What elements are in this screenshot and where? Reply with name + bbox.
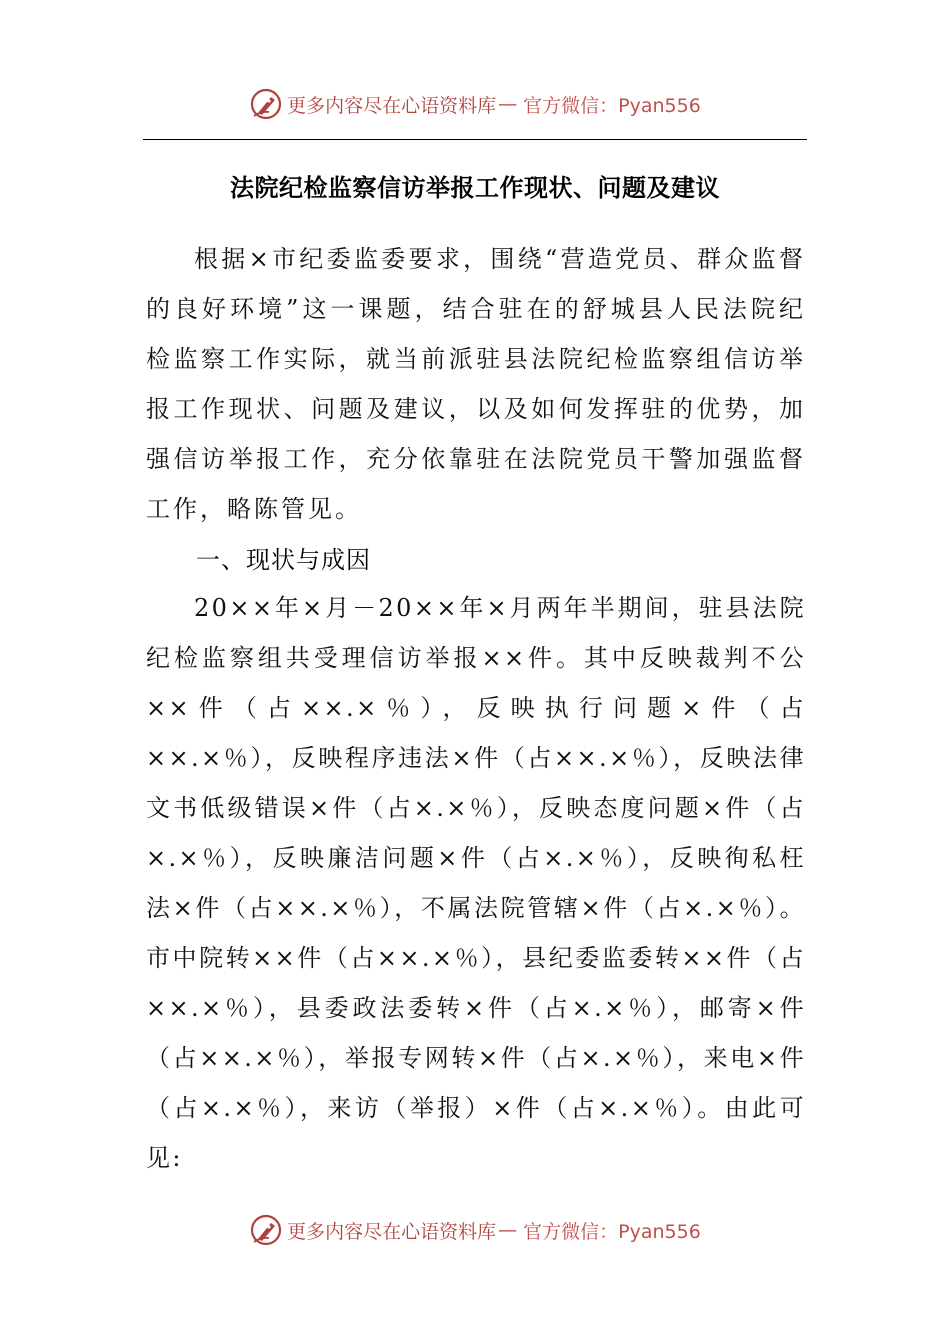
banner-wechat: 官方微信：Pyan556 — [523, 94, 701, 117]
pen-nib-logo-icon — [249, 1213, 283, 1247]
banner-text: 更多内容尽在心语资料库 — [287, 94, 497, 117]
banner-text: 更多内容尽在心语资料库 — [287, 1220, 497, 1243]
document-title: 法院纪检监察信访举报工作现状、问题及建议 — [230, 173, 720, 202]
intro-paragraph: 根据×市纪委监委要求，围绕“营造党员、群众监督的良好环境”这一课题，结合驻在的舒城县人民法院纪检监察工作实际，就当前派驻县法院纪检监察组信访举报工作现状、问题及建议，以及如何发挥驻的优势，加强信访举报工作，充分依靠驻在法院党员干警加强监督工作，略陈管见。 — [146, 245, 806, 523]
banner-separator: — — [498, 1219, 518, 1241]
pen-nib-logo-icon — [249, 87, 283, 121]
header-banner — [0, 86, 950, 122]
banner-wechat: 官方微信：Pyan556 — [523, 1220, 701, 1243]
banner-separator: — — [498, 93, 518, 115]
header-rule — [143, 139, 807, 140]
section-paragraph: 20××年×月－20××年×月两年半期间，驻县法院纪检监察组共受理信访举报××件。其中反映裁判不公××件（占××.×％），反映执行问题×件（占××.×％），反映程序违法×件（占××.×％），反映法律文书低级错误×件（占×.×％），反映态度问题×件（占×.×％），反映廉洁问题×件（占×.×％），反映徇私枉法×件（占××.×％），不属法院管辖×件（占×.×％）。市中院转××件（占××.×％），县纪委监委转××件（占××.×％），县委政法委转×件（占×.×％），邮寄×件（占××.×％），举报专网转×件（占×.×％），来电×件（占×.×％），来访（举报）×件（占×.×％）。由此可见: — [146, 594, 806, 1172]
footer-banner — [0, 1212, 950, 1248]
section-heading: 一、现状与成因 — [196, 546, 371, 574]
